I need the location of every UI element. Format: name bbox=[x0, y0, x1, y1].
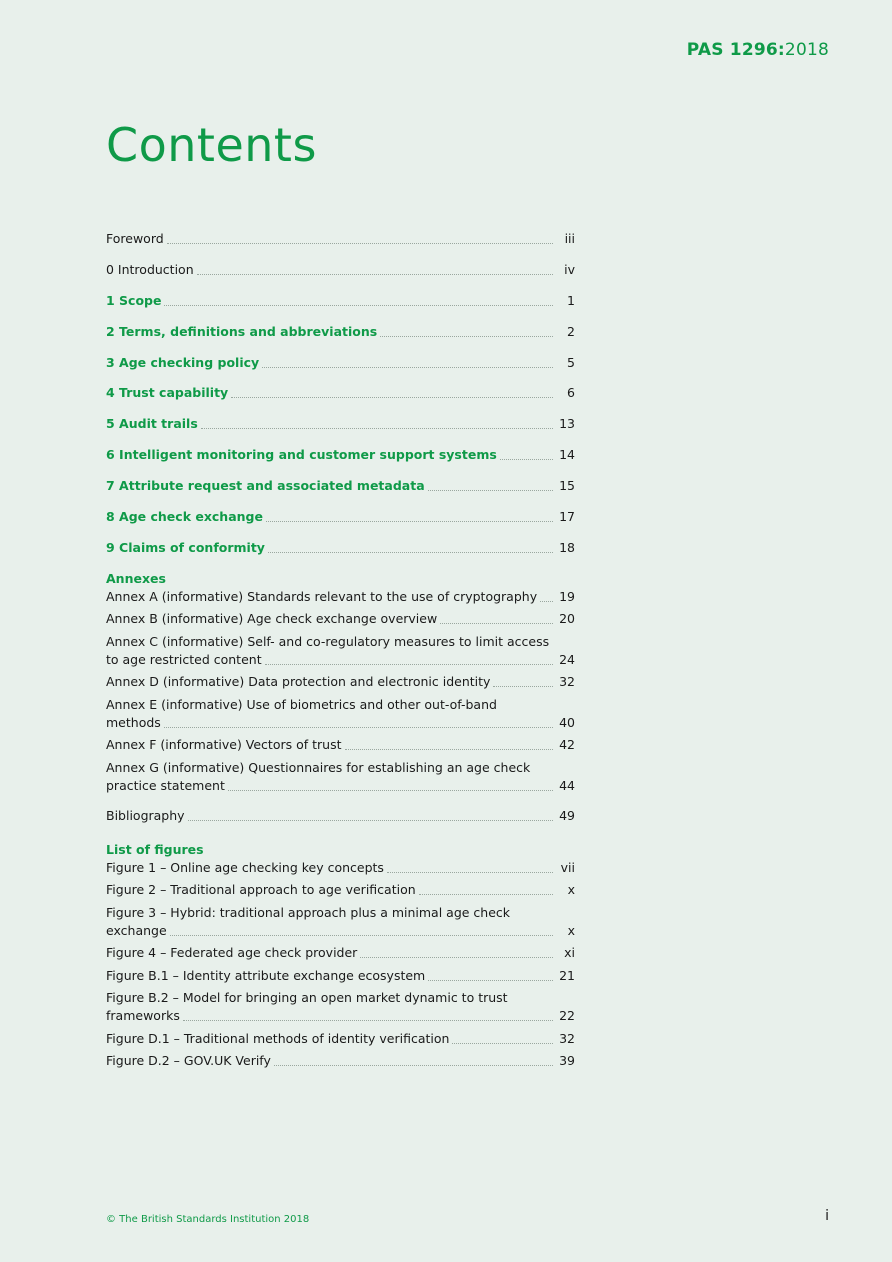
toc-entry[interactable] bbox=[106, 859, 575, 877]
bibliography-section bbox=[106, 807, 575, 825]
toc-entry-label: Annex C (informative) Self- and co-regulatory measures to limit access bbox=[106, 633, 550, 649]
toc-entry-page: vii bbox=[560, 859, 575, 875]
leader-dots bbox=[262, 367, 553, 368]
toc-entry-label: Bibliography bbox=[106, 807, 185, 823]
toc-entry-page: iv bbox=[564, 261, 575, 277]
toc-entry[interactable] bbox=[106, 673, 575, 691]
toc-entry-page: 42 bbox=[559, 737, 575, 753]
toc-entry-page: 14 bbox=[559, 447, 575, 463]
toc-entry-label: Annex B (informative) Age check exchange overview bbox=[106, 611, 438, 627]
leader-dots bbox=[201, 428, 553, 429]
toc-entry-page: 19 bbox=[559, 588, 575, 604]
toc-entry-label: 7 Attribute request and associated metadata bbox=[106, 478, 425, 494]
toc-entry[interactable] bbox=[106, 633, 575, 669]
toc-entry[interactable] bbox=[106, 881, 575, 899]
toc-entry[interactable] bbox=[106, 261, 575, 279]
page-number: i bbox=[825, 1208, 829, 1224]
toc-entry[interactable] bbox=[106, 477, 575, 495]
figure-list bbox=[106, 859, 575, 1071]
toc-entry-page: 32 bbox=[559, 674, 575, 690]
toc-entry[interactable] bbox=[106, 230, 575, 248]
toc-entry-label: Figure 1 – Online age checking key concepts bbox=[106, 859, 384, 875]
toc-entry[interactable] bbox=[106, 610, 575, 628]
toc-entry-label: Figure 3 – Hybrid: traditional approach plus a minimal age check bbox=[106, 904, 511, 920]
toc-entry-label: 3 Age checking policy bbox=[106, 354, 260, 370]
copyright-notice: © The British Standards Institution 2018 bbox=[106, 1214, 310, 1225]
leader-dots bbox=[265, 664, 553, 665]
toc-entry-label: Annex F (informative) Vectors of trust bbox=[106, 737, 342, 753]
toc-entry-label: 9 Claims of conformity bbox=[106, 539, 265, 555]
annex-list bbox=[106, 588, 575, 795]
figures-heading: List of figures bbox=[106, 841, 204, 857]
toc-entry[interactable] bbox=[106, 292, 575, 310]
toc-entry[interactable] bbox=[106, 1030, 575, 1048]
toc-entry-page: 32 bbox=[559, 1030, 575, 1046]
toc-entry-page: 40 bbox=[559, 714, 575, 730]
toc-entry-label: Annex D (informative) Data protection and electronic identity bbox=[106, 674, 491, 690]
leader-dots bbox=[268, 552, 553, 553]
leader-dots bbox=[440, 623, 553, 624]
figures-section bbox=[106, 841, 575, 1071]
toc-entry-continuation bbox=[106, 1007, 575, 1025]
toc-entry-page: 15 bbox=[559, 478, 575, 494]
toc-entry-continuation bbox=[106, 714, 575, 732]
toc-entry-label: practice statement bbox=[106, 777, 225, 793]
toc-entry[interactable] bbox=[106, 323, 575, 341]
toc-entry-page: iii bbox=[564, 231, 575, 246]
toc-entry-page: 13 bbox=[559, 416, 575, 432]
annexes-section bbox=[106, 570, 575, 795]
toc-entry[interactable] bbox=[106, 384, 575, 402]
toc-entry-label: 8 Age check exchange bbox=[106, 509, 263, 525]
main-entries bbox=[106, 230, 575, 557]
leader-dots bbox=[274, 1065, 553, 1066]
toc-entry[interactable] bbox=[106, 989, 575, 1025]
toc-entry-continuation bbox=[106, 922, 575, 940]
toc-entry-label: methods bbox=[106, 714, 161, 730]
toc-entry[interactable] bbox=[106, 1052, 575, 1070]
leader-dots bbox=[231, 397, 553, 398]
toc-entry-continuation bbox=[106, 651, 575, 669]
toc-entry-page: 44 bbox=[559, 777, 575, 793]
leader-dots bbox=[167, 243, 553, 244]
toc-entry-page: 5 bbox=[567, 354, 575, 370]
toc-entry[interactable] bbox=[106, 446, 575, 464]
toc-entry-page: 6 bbox=[567, 385, 575, 401]
leader-dots bbox=[188, 820, 553, 821]
toc-entry[interactable] bbox=[106, 354, 575, 372]
leader-dots bbox=[428, 490, 553, 491]
toc-entry-page: x bbox=[567, 922, 575, 938]
toc-entry-label: Figure B.2 – Model for bringing an open market dynamic to trust bbox=[106, 990, 508, 1006]
leader-dots bbox=[493, 686, 553, 687]
toc-entry-label: Figure 4 – Federated age check provider bbox=[106, 945, 358, 961]
leader-dots bbox=[197, 274, 553, 275]
toc-entry-bibliography[interactable] bbox=[106, 807, 575, 825]
toc-entry-label: Annex E (informative) Use of biometrics and other out-of-band bbox=[106, 696, 497, 712]
leader-dots bbox=[500, 459, 553, 460]
leader-dots bbox=[228, 790, 553, 791]
toc-entry-page: 18 bbox=[559, 539, 575, 555]
toc-entry[interactable] bbox=[106, 904, 575, 940]
toc-entry-page: 20 bbox=[559, 611, 575, 627]
leader-dots bbox=[419, 894, 553, 895]
leader-dots bbox=[380, 336, 553, 337]
leader-dots bbox=[266, 521, 553, 522]
toc-entry-label: 2 Terms, definitions and abbreviations bbox=[106, 323, 378, 339]
toc-entry-page: 24 bbox=[559, 651, 575, 667]
toc-entry-label: 0 Introduction bbox=[106, 261, 194, 277]
toc-entry[interactable] bbox=[106, 539, 575, 557]
toc-entry-label: Annex A (informative) Standards relevant to the use of cryptography bbox=[106, 588, 538, 604]
toc-entry-page: 1 bbox=[567, 292, 575, 308]
toc-entry[interactable] bbox=[106, 967, 575, 985]
toc-entry-label: Figure D.1 – Traditional methods of identity verification bbox=[106, 1030, 450, 1046]
toc-entry-label: 1 Scope bbox=[106, 292, 162, 308]
toc-entry[interactable] bbox=[106, 508, 575, 526]
toc-entry-page: 49 bbox=[559, 807, 575, 823]
toc-entry-label: Annex G (informative) Questionnaires for establishing an age check bbox=[106, 759, 531, 775]
toc-entry-page: xi bbox=[564, 945, 575, 961]
toc-entry[interactable] bbox=[106, 696, 575, 732]
leader-dots bbox=[387, 872, 553, 873]
leader-dots bbox=[170, 935, 553, 936]
leader-dots bbox=[452, 1043, 553, 1044]
toc-entry-page: 39 bbox=[559, 1053, 575, 1069]
document-code: PAS 1296: bbox=[686, 40, 785, 60]
table-of-contents bbox=[106, 230, 575, 1075]
toc-entry[interactable] bbox=[106, 736, 575, 754]
document-year: 2018 bbox=[784, 40, 829, 60]
toc-entry[interactable] bbox=[106, 944, 575, 962]
toc-entry-label: 4 Trust capability bbox=[106, 385, 229, 401]
annexes-heading: Annexes bbox=[106, 570, 166, 586]
toc-entry-label: Figure B.1 – Identity attribute exchange ecosystem bbox=[106, 967, 426, 983]
toc-entry-page: 22 bbox=[559, 1008, 575, 1024]
toc-entry-continuation bbox=[106, 777, 575, 795]
leader-dots bbox=[540, 601, 553, 602]
document-id bbox=[687, 40, 829, 60]
toc-entry-page: 21 bbox=[559, 967, 575, 983]
leader-dots bbox=[428, 980, 553, 981]
toc-entry-label: 5 Audit trails bbox=[106, 416, 198, 432]
toc-entry-label: 6 Intelligent monitoring and customer support systems bbox=[106, 447, 497, 463]
page-title: Contents bbox=[106, 118, 317, 172]
toc-entry-page: 2 bbox=[567, 323, 575, 339]
toc-entry-label: exchange bbox=[106, 922, 167, 938]
leader-dots bbox=[164, 305, 553, 306]
toc-entry-label: frameworks bbox=[106, 1008, 180, 1024]
toc-entry-page: 17 bbox=[559, 509, 575, 525]
toc-entry-label: Figure D.2 – GOV.UK Verify bbox=[106, 1053, 271, 1069]
toc-entry-page: x bbox=[567, 882, 575, 898]
toc-entry[interactable] bbox=[106, 759, 575, 795]
toc-entry[interactable] bbox=[106, 588, 575, 606]
toc-entry[interactable] bbox=[106, 415, 575, 433]
toc-entry-label: Figure 2 – Traditional approach to age verification bbox=[106, 882, 416, 898]
leader-dots bbox=[345, 749, 553, 750]
leader-dots bbox=[183, 1020, 553, 1021]
toc-entry-label: to age restricted content bbox=[106, 651, 262, 667]
toc-entry-label: Foreword bbox=[106, 231, 164, 246]
leader-dots bbox=[164, 727, 553, 728]
leader-dots bbox=[360, 957, 553, 958]
